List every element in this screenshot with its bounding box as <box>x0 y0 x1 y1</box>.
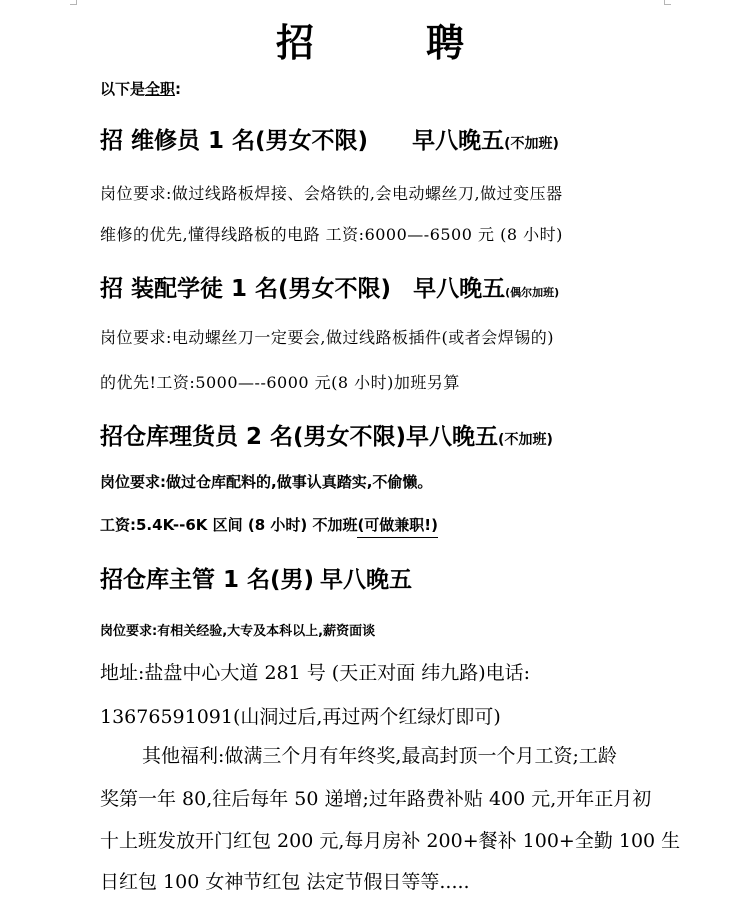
job-heading-assembly <box>100 270 559 303</box>
page-corner-mark-left <box>70 0 77 5</box>
job-requirement-line: 岗位要求:有相关经验,大专及本科以上,薪资面谈 <box>100 624 376 639</box>
job-salary-line <box>100 514 438 538</box>
benefits-line: 其他福利:做满三个月有年终奖,最高封顶一个月工资;工龄 <box>142 745 617 767</box>
job-title: 招仓库主管 1 名(男) <box>100 567 315 593</box>
page-corner-mark-right <box>664 0 671 5</box>
job-shift: 早八晚五 <box>320 567 413 593</box>
job-requirement-line: 的优先!工资:5000—--6000 元(8 小时)加班另算 <box>100 373 460 392</box>
job-requirement-line: 岗位要求:电动螺丝刀一定要会,做过线路板插件(或者会焊锡的) <box>100 328 554 347</box>
salary-text: 工资:5.4K--6K 区间 (8 小时) 不加班 <box>100 516 358 534</box>
job-note: (不加班) <box>498 432 553 448</box>
job-title: 招 装配学徒 1 名(男女不限) <box>100 276 392 302</box>
phone-number: 13676591091 <box>100 706 233 728</box>
job-requirement-line: 岗位要求:做过线路板焊接、会烙铁的,会电动螺丝刀,做过变压器 <box>100 184 563 203</box>
job-note: (不加班) <box>504 136 559 152</box>
job-requirement-line: 维修的优先,懂得线路板的电路 工资:6000—-6500 元 (8 小时) <box>100 225 563 244</box>
job-title: 招仓库理货员 2 名(男女不限) <box>100 424 407 450</box>
page-title <box>0 12 740 67</box>
subtitle-underlined: 全职 <box>145 80 176 98</box>
title-right-char: 聘 <box>426 21 465 65</box>
job-note: (偶尔加班) <box>505 286 560 299</box>
contact-line <box>100 702 501 729</box>
benefits-line: 奖第一年 80,往后每年 50 递增;过年路费补贴 400 元,开年正月初 <box>100 788 652 810</box>
subtitle-prefix: 以下是 <box>100 80 146 98</box>
title-left-char: 招 <box>275 21 314 65</box>
job-requirement-line: 岗位要求:做过仓库配料的,做事认真踏实,不偷懒。 <box>100 473 433 491</box>
directions-note: (山洞过后,再过两个红绿灯即可) <box>232 706 501 728</box>
part-time-note: (可做兼职!) <box>357 514 438 538</box>
fulltime-subtitle <box>100 78 181 99</box>
subtitle-suffix: : <box>175 80 182 98</box>
job-shift: 早八晚五 <box>406 424 499 450</box>
job-shift: 早八晚五 <box>413 276 506 302</box>
benefits-line: 日红包 100 女神节红包 法定节假日等等..... <box>100 871 470 893</box>
job-heading-warehouse-manager <box>100 561 412 594</box>
job-title: 招 维修员 1 名(男女不限) <box>100 128 369 154</box>
job-heading-warehouse-clerk <box>100 418 553 451</box>
job-heading-repair <box>100 122 559 155</box>
job-shift: 早八晚五 <box>412 128 505 154</box>
address-line: 地址:盐盘中心大道 281 号 (天正对面 纬九路)电话: <box>100 662 531 684</box>
benefits-line: 十上班发放开门红包 200 元,每月房补 200+餐补 100+全勤 100 生 <box>100 830 681 852</box>
